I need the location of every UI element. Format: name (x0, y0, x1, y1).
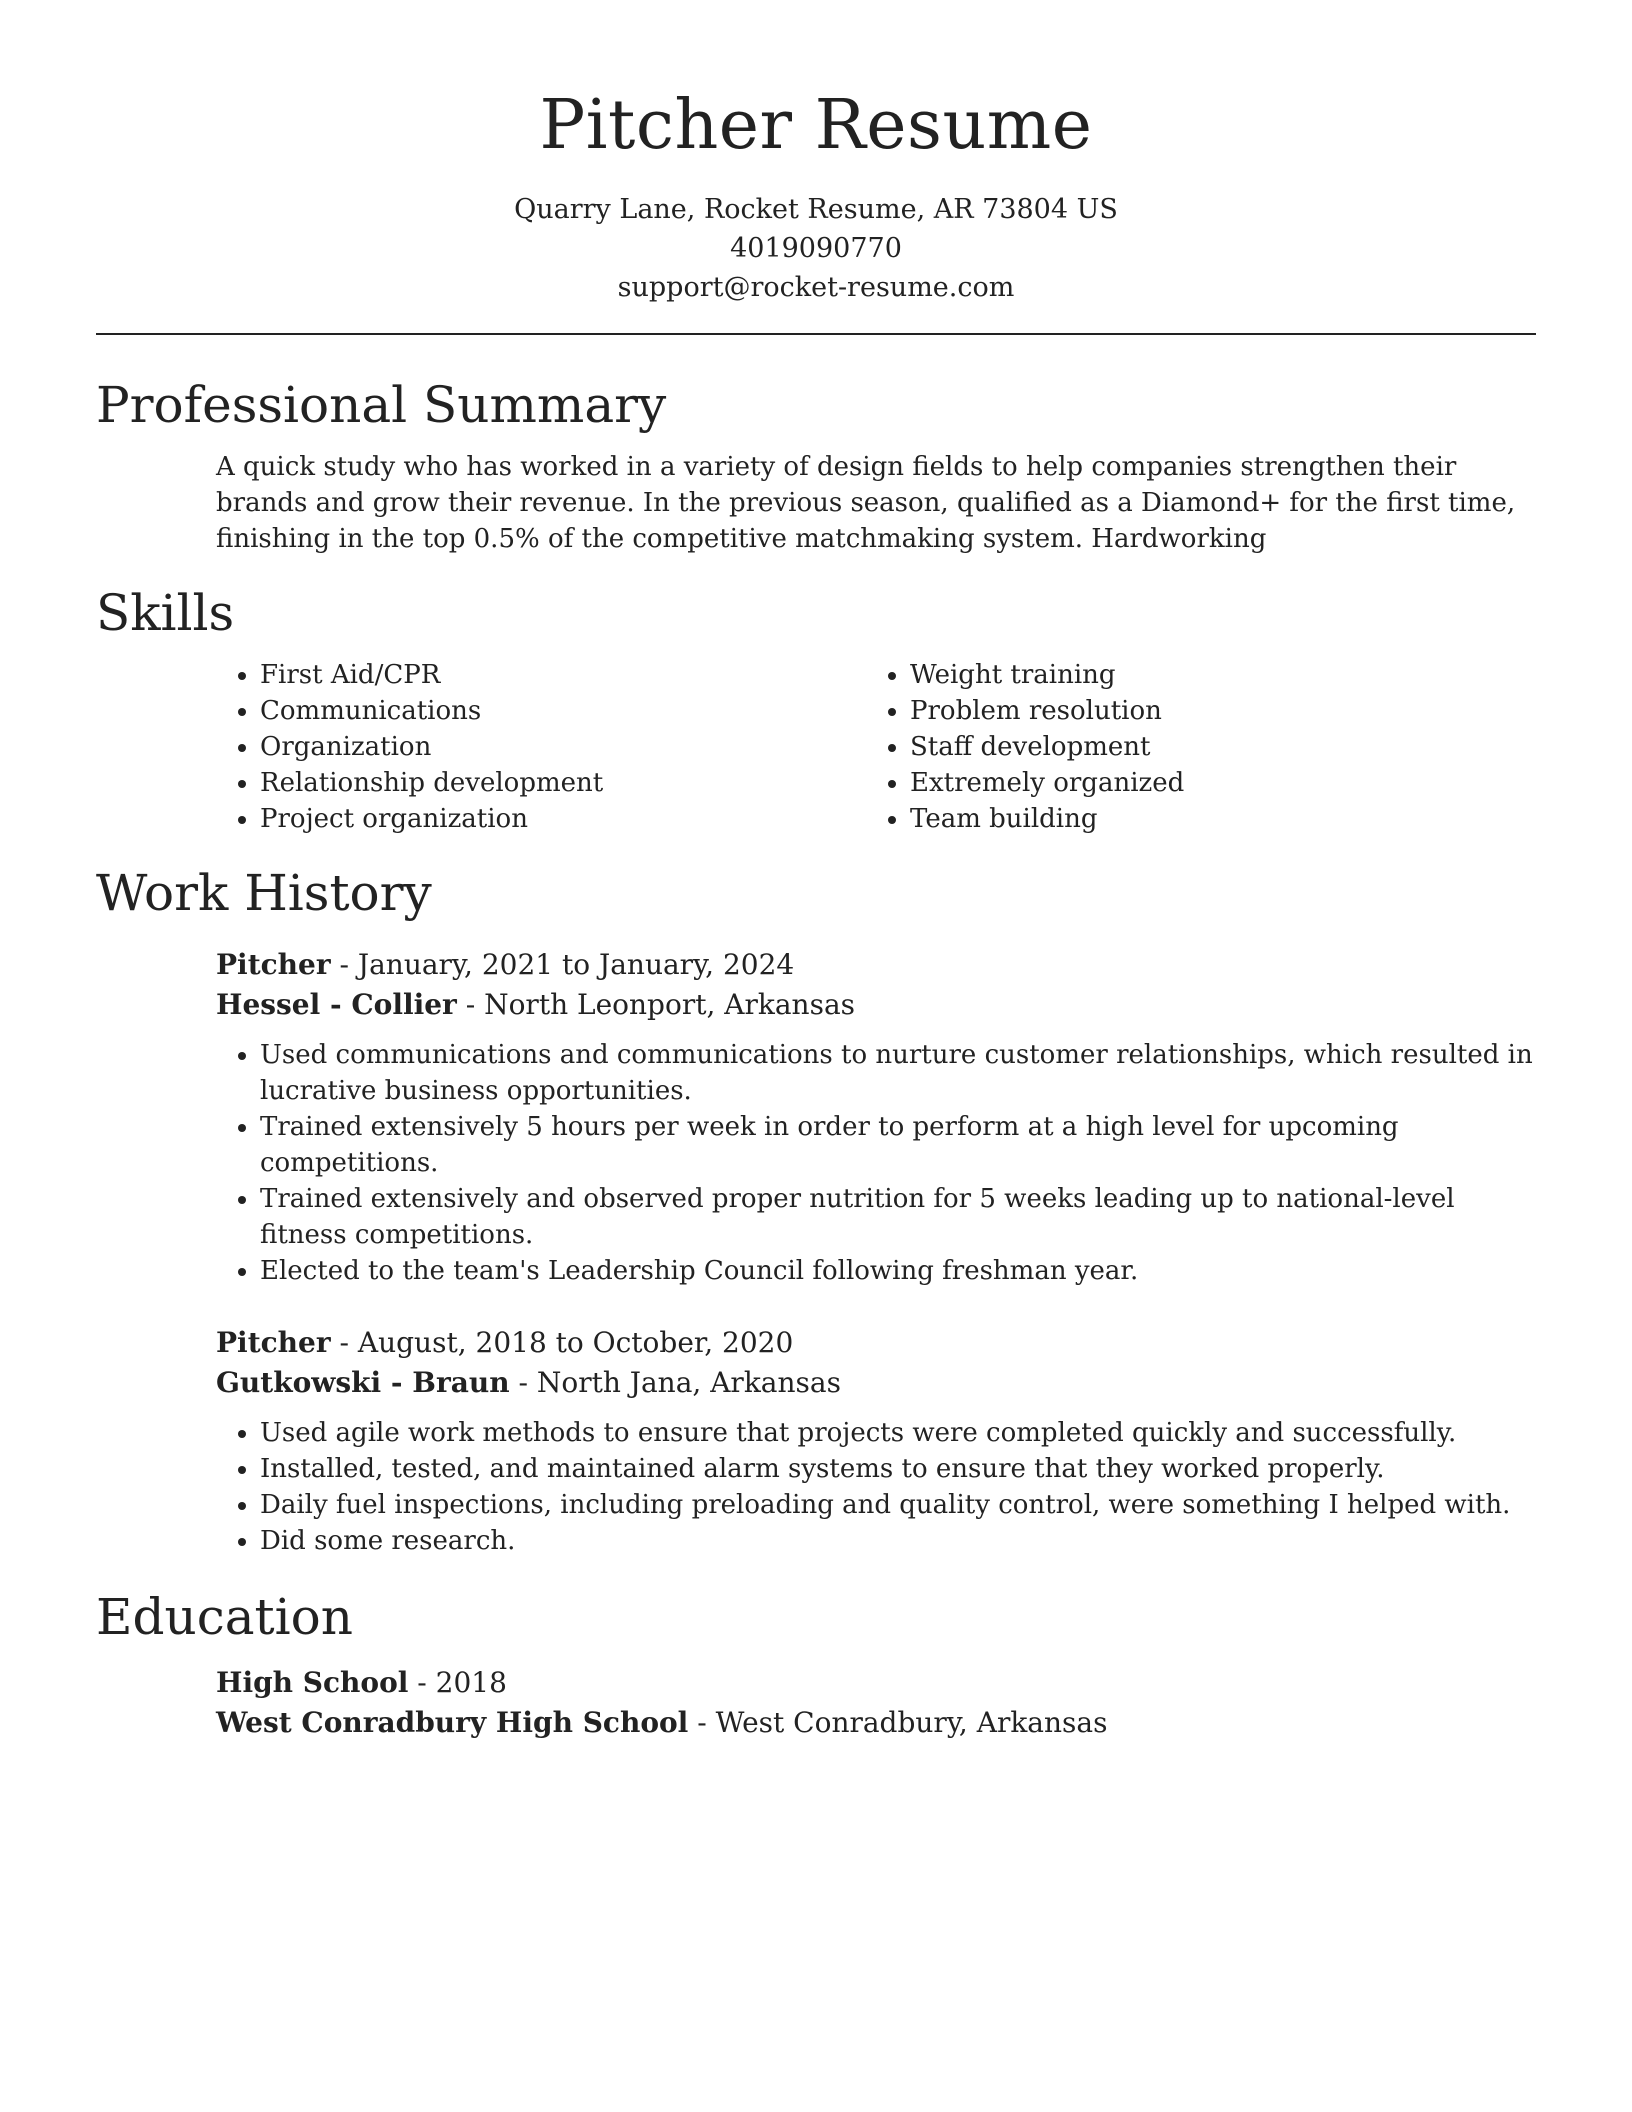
education-degree-line (216, 1663, 1536, 1703)
job-bullet: • Elected to the team's Leadership Council following freshman year. (260, 1253, 1536, 1289)
job-location: - North Leonport, Arkansas (456, 988, 856, 1021)
phone: 4019090770 (730, 233, 902, 264)
skill-item: • Extremely organized (910, 765, 1466, 801)
job-title-line (216, 1323, 1536, 1363)
job-dates: - January, 2021 to January, 2024 (330, 948, 795, 981)
skill-item: • Organization (260, 729, 866, 765)
job-position: Pitcher (216, 1326, 331, 1359)
work-history-title: Work History (96, 864, 432, 922)
job-bullets (216, 1037, 1536, 1289)
summary-text: A quick study who has worked in a variety of design fields to help companies strengthen their brands and grow their revenue. In the previous season, qualified as a Diamond+ for the first time, finishing in the top 0.5% of the competitive matchmaking system. Hardworking (216, 452, 1516, 554)
job-title-line (216, 945, 1536, 985)
header-divider (96, 333, 1536, 335)
skill-item: • Weight training (910, 657, 1466, 693)
skills-list (96, 657, 1536, 837)
email: support@rocket-resume.com (617, 272, 1015, 303)
skill-item: • Staff development (910, 729, 1466, 765)
resume-name: Pitcher Resume (539, 86, 1093, 165)
job-company: Gutkowski - Braun (216, 1366, 510, 1399)
skills-column-right (866, 657, 1466, 837)
education-year: - 2018 (408, 1666, 507, 1699)
skill-item: • Team building (910, 801, 1466, 837)
education-location: - West Conradbury, Arkansas (688, 1706, 1108, 1739)
job-entry (96, 945, 1536, 1289)
job-bullet: • Used agile work methods to ensure that projects were completed quickly and successfully. (260, 1415, 1536, 1451)
job-bullet: • Daily fuel inspections, including preloading and quality control, were something I helped with. (260, 1487, 1536, 1523)
education-school-line (216, 1703, 1536, 1743)
skill-item: • Communications (260, 693, 866, 729)
job-bullets (216, 1415, 1536, 1559)
resume-header (96, 0, 1536, 307)
job-location: - North Jana, Arkansas (509, 1366, 841, 1399)
job-entry (96, 1323, 1536, 1559)
job-company: Hessel - Collier (216, 988, 457, 1021)
job-dates: - August, 2018 to October, 2020 (330, 1326, 794, 1359)
skills-column-left (216, 657, 866, 837)
education-degree: High School (216, 1666, 409, 1699)
job-bullet: • Did some research. (260, 1523, 1536, 1559)
job-company-line (216, 985, 1536, 1025)
skill-item: • Relationship development (260, 765, 866, 801)
summary-title: Professional Summary (96, 376, 667, 434)
skills-title: Skills (96, 584, 235, 642)
education-entry (96, 1663, 1536, 1743)
education-title: Education (96, 1588, 353, 1646)
skill-item: • Project organization (260, 801, 866, 837)
job-position: Pitcher (216, 948, 331, 981)
job-bullet: • Used communications and communications to nurture customer relationships, which resulted in lucrative business opportunities. (260, 1037, 1536, 1109)
skill-item: • First Aid/CPR (260, 657, 866, 693)
contact-info (96, 190, 1536, 307)
skill-item: • Problem resolution (910, 693, 1466, 729)
job-bullet: • Installed, tested, and maintained alarm systems to ensure that they worked properly. (260, 1451, 1536, 1487)
job-bullet: • Trained extensively 5 hours per week in order to perform at a high level for upcoming competitions. (260, 1109, 1536, 1181)
job-bullet: • Trained extensively and observed proper nutrition for 5 weeks leading up to national-level fitness competitions. (260, 1181, 1536, 1253)
education-school: West Conradbury High School (216, 1706, 689, 1739)
job-company-line (216, 1363, 1536, 1403)
address: Quarry Lane, Rocket Resume, AR 73804 US (514, 194, 1118, 225)
